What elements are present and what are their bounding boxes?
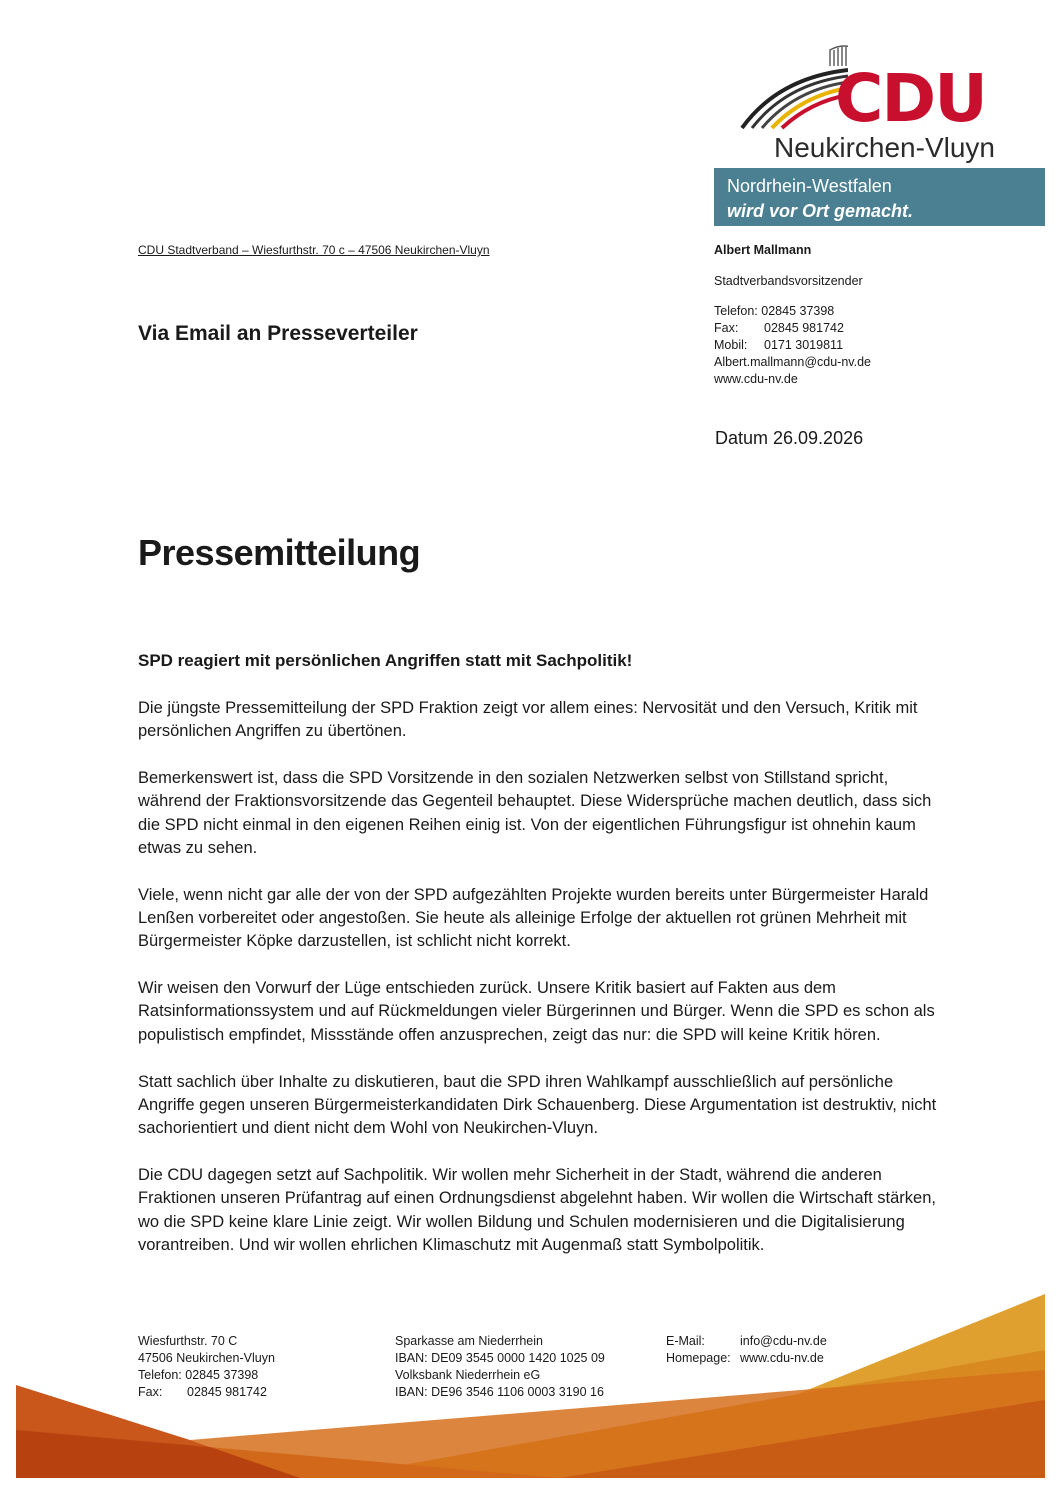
- cdu-wordmark: CDU: [835, 60, 986, 137]
- footer-email: info@cdu-nv.de: [740, 1334, 827, 1348]
- mobile-label: Mobil:: [714, 338, 748, 352]
- contact-name-text: Albert Mallmann: [714, 243, 812, 257]
- phone-label: Telefon:: [714, 304, 758, 318]
- paragraph: Viele, wenn nicht gar alle der von der SPD aufgezählten Projekte wurden bereits unter Bürgermeister Harald Lenßen vorbereitet oder angestoßen. Sie heute als alleinige Erfolge der aktuellen rot grünen Mehrheit mit Bürgermeister Köpke darzustellen, ist schlicht nicht korrekt.: [138, 885, 929, 951]
- footer-fax-row: [138, 1384, 275, 1401]
- contact-phone-row: [714, 303, 871, 320]
- contact-name: [714, 242, 811, 259]
- mobile-value: 0171 3019811: [764, 338, 844, 352]
- footer-street: Wiesfurthstr. 70 C: [138, 1334, 238, 1348]
- footer-fax-label: Fax:: [138, 1385, 163, 1399]
- contact-email: Albert.mallmann@cdu-nv.de: [714, 355, 871, 369]
- footer-address: [138, 1333, 275, 1401]
- region-banner: [714, 168, 1045, 226]
- footer-website: www.cdu-nv.de: [740, 1351, 824, 1365]
- footer-web-row: [666, 1350, 827, 1367]
- footer-web-label: Homepage:: [666, 1351, 731, 1365]
- footer-online: [666, 1333, 827, 1367]
- paragraph: Die jüngste Pressemitteilung der SPD Fraktion zeigt vor allem eines: Nervosität und den Versuch, Kritik mit persönlichen Angriffen zu übertönen.: [138, 699, 918, 741]
- fax-value: 02845 981742: [764, 321, 844, 335]
- cdu-logo-swoosh-icon: [738, 38, 848, 133]
- bank-name-2: Volksbank Niederrhein eG: [395, 1368, 541, 1382]
- contact-role-text: Stadtverbandsvorsitzender: [714, 274, 863, 288]
- press-body: [138, 697, 938, 1281]
- footer-email-row: [666, 1333, 827, 1350]
- paragraph: Die CDU dagegen setzt auf Sachpolitik. Wir wollen mehr Sicherheit in der Stadt, während die anderen Fraktionen unseren Prüfantrag auf einen Ordnungsdienst abgelehnt haben. Wir wollen die Wirtschaft stärken, wo die SPD keine klare Linie zeigt. Wir wollen Bildung und Schulen modernisieren und die Digitalisierung vorantreiben. Und wir wollen ehrlichen Klimaschutz mit Augenmaß statt Symbolpolitik.: [138, 1165, 936, 1254]
- recipient-line: Via Email an Presseverteiler: [138, 322, 418, 345]
- footer-city: 47506 Neukirchen-Vluyn: [138, 1351, 275, 1365]
- bank-iban-1: IBAN: DE09 3545 0000 1420 1025 09: [395, 1351, 605, 1365]
- sender-address-line: CDU Stadtverband – Wiesfurthstr. 70 c – 47506 Neukirchen-Vluyn: [138, 243, 490, 257]
- footer-email-label: E-Mail:: [666, 1334, 705, 1348]
- paragraph: Bemerkenswert ist, dass die SPD Vorsitzende in den sozialen Netzwerken selbst von Stillstand spricht, während der Fraktionsvorsitzende das Gegenteil behauptet. Diese Widersprüche machen deutlich, dass sich die SPD nicht einmal in den eigenen Reihen einig ist. Von der eigentlichen Führungsfigur ist ohnehin kaum etwas zu sehen.: [138, 769, 932, 857]
- contact-role: [714, 273, 863, 290]
- footer-bank: [395, 1333, 605, 1401]
- contact-fax-row: [714, 320, 871, 337]
- fax-label: Fax:: [714, 321, 739, 335]
- logo-city-name: Neukirchen-Vluyn: [774, 132, 995, 163]
- letter-date: Datum 26.09.2026: [715, 428, 864, 448]
- bank-iban-2: IBAN: DE96 3546 1106 0003 3190 16: [395, 1385, 604, 1399]
- bank-name-1: Sparkasse am Niederrhein: [395, 1334, 543, 1348]
- banner-line-1: Nordrhein-Westfalen: [727, 176, 892, 196]
- phone-value: 02845 37398: [761, 304, 835, 318]
- footer-fax: 02845 981742: [187, 1385, 267, 1399]
- contact-mobile-row: [714, 337, 871, 354]
- press-headline: SPD reagiert mit persönlichen Angriffen statt mit Sachpolitik!: [138, 651, 633, 670]
- banner-line-2: wird vor Ort gemacht.: [727, 201, 914, 221]
- paragraph: Statt sachlich über Inhalte zu diskutieren, baut die SPD ihren Wahlkampf ausschließlich auf persönliche Angriffe gegen unseren Bürgermeisterkandidaten Dirk Schauenberg. Diese Argumentation ist destruktiv, nicht sachorientiert und dient nicht dem Wohl von Neukirchen-Vluyn.: [138, 1072, 937, 1138]
- page-title: Pressemitteilung: [138, 532, 421, 573]
- footer-phone: Telefon: 02845 37398: [138, 1368, 259, 1382]
- contact-details: [714, 303, 871, 388]
- contact-website: www.cdu-nv.de: [714, 372, 798, 386]
- paragraph: Wir weisen den Vorwurf der Lüge entschieden zurück. Unsere Kritik basiert auf Fakten aus dem Ratsinformationssystem und auf Rückmeldungen vieler Bürgerinnen und Bürger. Wenn die SPD es schon als populistisch empfindet, Missstände offen anzusprechen, zeigt das nur: die SPD will keine Kritik hören.: [138, 979, 935, 1044]
